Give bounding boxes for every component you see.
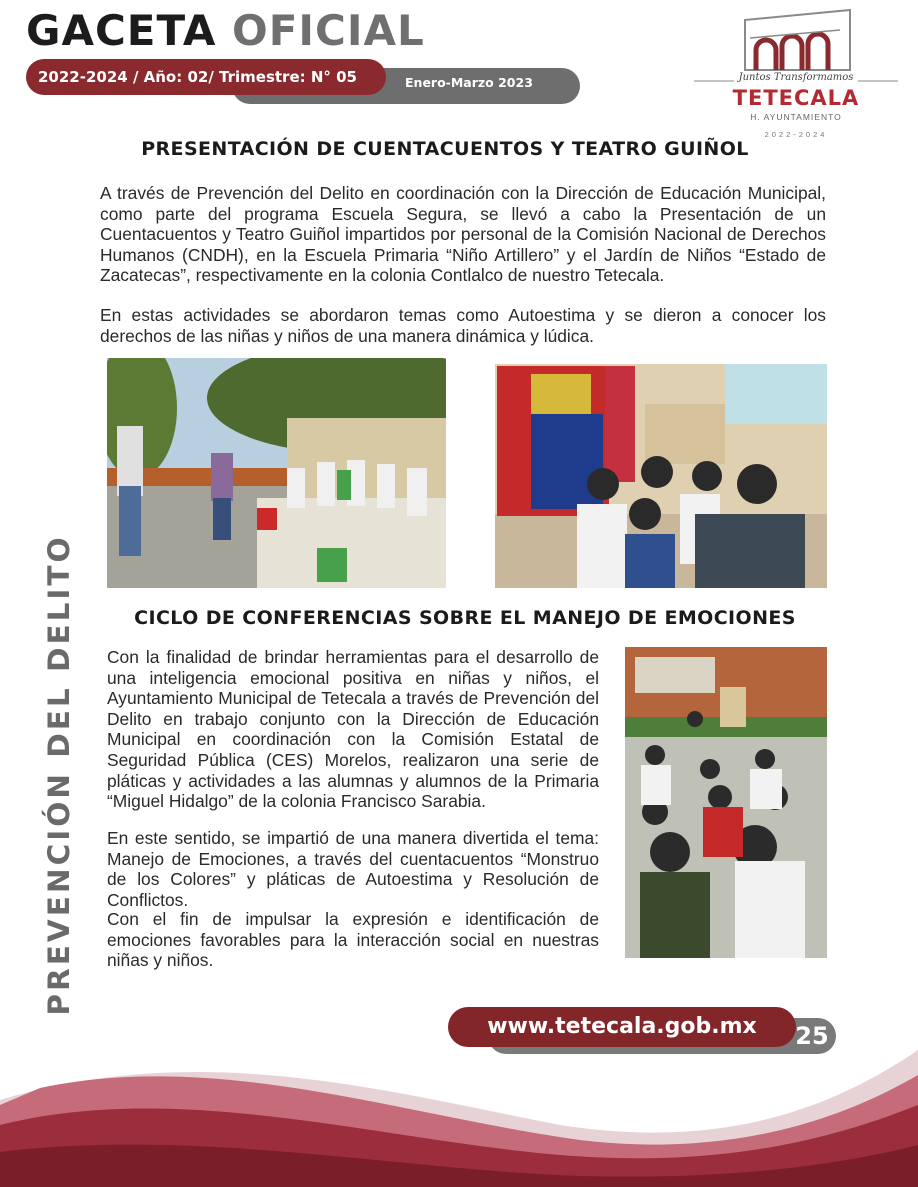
- logo-years: 2022-2024: [764, 130, 828, 139]
- photo-emotions-workshop: [625, 647, 827, 958]
- logo-name: TETECALA: [732, 86, 860, 110]
- website-url[interactable]: www.tetecala.gob.mx: [448, 1007, 796, 1047]
- section2-heading: CICLO DE CONFERENCIAS SOBRE EL MANEJO DE EMOCIONES: [134, 607, 796, 629]
- logo-subtitle: H. AYUNTAMIENTO: [750, 112, 842, 122]
- section2-paragraph3: Con el fin de impulsar la expresión e identificación de emociones favorables para la interacción social en nuestras niñas y niños.: [107, 909, 599, 971]
- section1-paragraph1: A través de Prevención del Delito en coordinación con la Dirección de Educación Municipal, como parte del programa Escuela Segura, se llevó a cabo la Presentación de un Cuentacuentos y Teatro Guiñol impartidos por personal de la Comisión Nacional de Derechos Humanos (CNDH), en la Escuela Primaria “Niño Artillero” y el Jardín de Niños “Estado de Zacatecas”, respectivamente en la colonia Contlalco de nuestro Tetecala.: [100, 183, 826, 286]
- section2-paragraph1: Con la finalidad de brindar herramientas para el desarrollo de una inteligencia emocional positiva en niñas y niños, el Ayuntamiento Municipal de Tetecala a través de Prevención del Delito en trabajo conjunto con la Dirección de Educación Municipal en coordinación con la Comisión Estatal de Seguridad Pública (CES) Morelos, realizaron una serie de pláticas y actividades a las alumnas y alumnos de la Primaria “Miguel Hidalgo” de la colonia Francisco Sarabia.: [107, 647, 599, 812]
- photo-puppet-theater: [495, 364, 827, 588]
- section-sidebar: [34, 534, 84, 1016]
- section2-paragraph2: En este sentido, se impartió de una manera divertida el tema: Manejo de Emociones, a través del cuentacuentos “Monstruo de los Colores” y pláticas de Autoestima y Resolución de Conflictos.: [107, 828, 599, 910]
- date-range: Enero-Marzo 2023: [405, 75, 533, 90]
- issue-banner: 2022-2024 / Año: 02/ Trimestre: N° 05: [26, 59, 386, 95]
- photo-schoolyard: [107, 358, 446, 588]
- gazette-title: [26, 6, 425, 55]
- title-part2: OFICIAL: [232, 6, 425, 55]
- section1-paragraph2: En estas actividades se abordaron temas como Autoestima y se dieron a conocer los derechos de las niñas y niños de una manera dinámica y lúdica.: [100, 305, 826, 346]
- logo-motto: Juntos Transformamos: [738, 72, 854, 83]
- arches-icon: [690, 8, 902, 74]
- tetecala-logo: [690, 8, 902, 140]
- title-part1: GACETA: [26, 6, 217, 55]
- page-number: 25: [795, 1022, 829, 1050]
- sidebar-label: PREVENCIÓN DEL DELITO: [42, 534, 76, 1016]
- decorative-waves: [0, 1030, 918, 1187]
- section1-heading: PRESENTACIÓN DE CUENTACUENTOS Y TEATRO GUIÑOL: [141, 138, 749, 160]
